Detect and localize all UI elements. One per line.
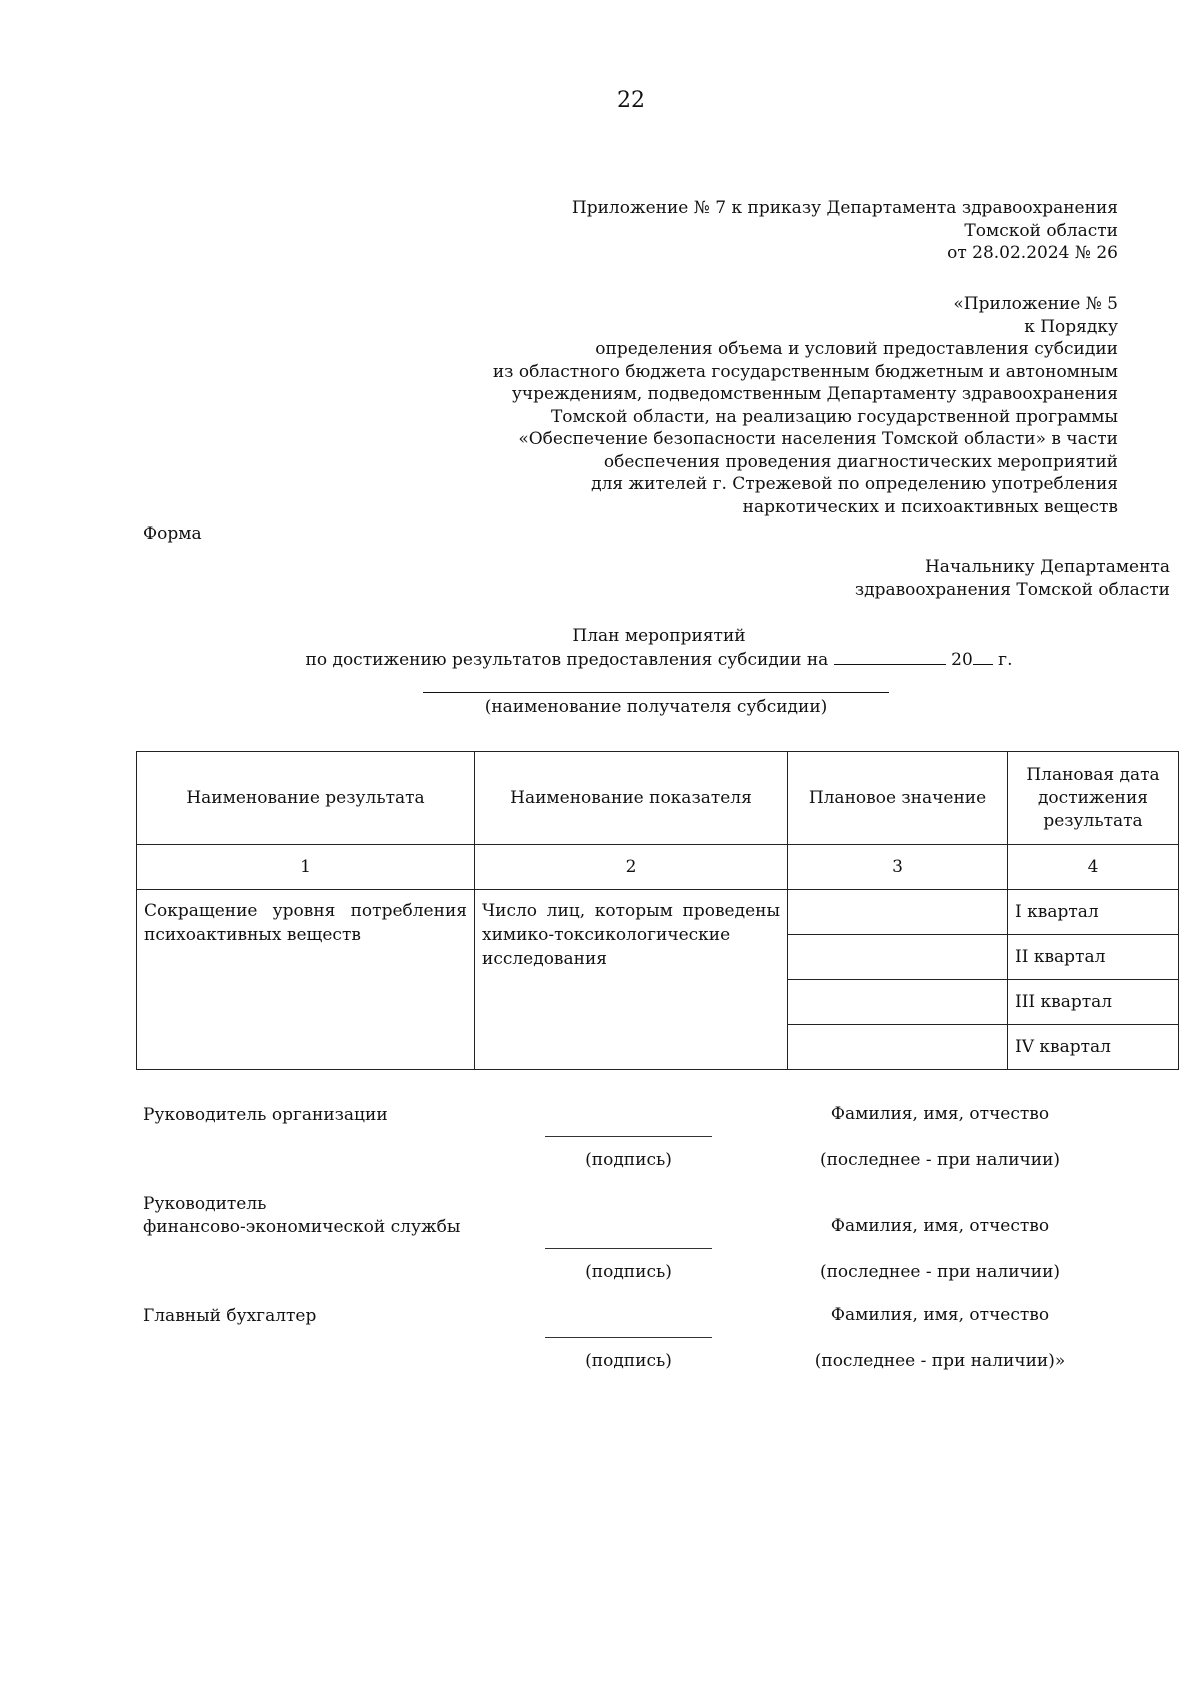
signature-caption: (подпись) — [585, 1150, 672, 1170]
column-number: 3 — [788, 845, 1008, 890]
header-indicator: Наименование показателя — [475, 752, 788, 845]
appendix-line: «Обеспечение безопасности населения Томской области» в части — [518, 429, 1118, 449]
period-blank[interactable] — [834, 648, 946, 665]
year-blank[interactable] — [973, 648, 993, 665]
table-row — [137, 890, 1179, 935]
approval-stamp — [572, 197, 1118, 265]
plan-subtitle-text: по достижению результатов предоставления субсидии на — [305, 650, 829, 670]
addressee — [855, 556, 1170, 602]
appendix-line: Томской области, на реализацию государственной программы — [550, 406, 1118, 427]
fio-label: Фамилия, имя, отчество — [830, 1305, 1050, 1325]
planned-value-cell[interactable] — [788, 890, 1008, 935]
planned-value-cell[interactable] — [788, 1025, 1008, 1070]
approval-line: от 28.02.2024 № 26 — [947, 243, 1118, 263]
result-name-cell: Сокращение уровня потребления психоактивных веществ — [137, 890, 475, 1070]
table-header-row — [137, 752, 1179, 845]
appendix-line: «Приложение № 5 — [953, 294, 1118, 314]
addressee-line: Начальнику Департамента — [924, 557, 1170, 577]
column-numbers-row — [137, 845, 1179, 890]
signature-line[interactable] — [545, 1248, 712, 1249]
appendix-line: к Порядку — [1024, 316, 1118, 337]
quarter-cell: I квартал — [1008, 890, 1179, 935]
addressee-line: здравоохранения Томской области — [854, 580, 1170, 600]
quarter-cell: III квартал — [1008, 980, 1179, 1025]
quarter-cell: IV квартал — [1008, 1025, 1179, 1070]
plan-heading — [0, 625, 1200, 672]
year-prefix: 20 — [951, 650, 973, 670]
signature-line[interactable] — [545, 1136, 712, 1137]
signature-caption: (подпись) — [585, 1262, 672, 1282]
fio-caption: (последнее - при наличии)» — [814, 1351, 1066, 1371]
signature-caption: (подпись) — [585, 1351, 672, 1371]
recipient-caption: (наименование получателя субсидии) — [484, 697, 828, 717]
year-suffix: г. — [992, 650, 1013, 670]
page-number: 22 — [617, 88, 645, 113]
indicator-name-cell: Число лиц, которым проведены химико-токсикологические исследования — [475, 890, 788, 1070]
plan-subtitle — [0, 648, 1200, 672]
fio-label: Фамилия, имя, отчество — [830, 1104, 1050, 1124]
column-number: 2 — [475, 845, 788, 890]
appendix-header — [493, 293, 1118, 518]
approval-line: Томской области — [964, 220, 1118, 241]
appendix-line: из областного бюджета государственным бюджетным и автономным — [492, 361, 1118, 382]
signer-role: Руководитель организации — [143, 1105, 388, 1125]
planned-value-cell[interactable] — [788, 980, 1008, 1025]
signer-role-line: финансово-экономической службы — [143, 1217, 461, 1237]
column-number: 4 — [1008, 845, 1179, 890]
form-label: Форма — [143, 524, 202, 544]
header-planned-value: Плановое значение — [788, 752, 1008, 845]
header-planned-date: Плановая дата достижения результата — [1008, 752, 1179, 845]
header-result: Наименование результата — [137, 752, 475, 845]
signer-role-line: Руководитель — [143, 1194, 267, 1214]
plan-title: План мероприятий — [572, 626, 746, 646]
appendix-line: учреждениям, подведомственным Департаменту здравоохранения — [511, 384, 1118, 404]
fio-caption: (последнее - при наличии) — [819, 1150, 1061, 1170]
fio-caption: (последнее - при наличии) — [819, 1262, 1061, 1282]
signature-line[interactable] — [545, 1337, 712, 1338]
approval-line: Приложение № 7 к приказу Департамента здравоохранения — [571, 198, 1118, 218]
appendix-line: обеспечения проведения диагностических мероприятий — [603, 451, 1118, 472]
plan-table — [136, 751, 1179, 1070]
quarter-cell: II квартал — [1008, 935, 1179, 980]
column-number: 1 — [137, 845, 475, 890]
fio-label: Фамилия, имя, отчество — [830, 1216, 1050, 1236]
recipient-name-line[interactable] — [423, 692, 889, 693]
signer-role: Главный бухгалтер — [143, 1306, 317, 1326]
appendix-line: определения объема и условий предоставления субсидии — [595, 339, 1118, 359]
signer-role — [143, 1193, 460, 1239]
planned-value-cell[interactable] — [788, 935, 1008, 980]
appendix-line: для жителей г. Стрежевой по определению употребления — [591, 474, 1118, 494]
appendix-line: наркотических и психоактивных веществ — [742, 496, 1118, 517]
